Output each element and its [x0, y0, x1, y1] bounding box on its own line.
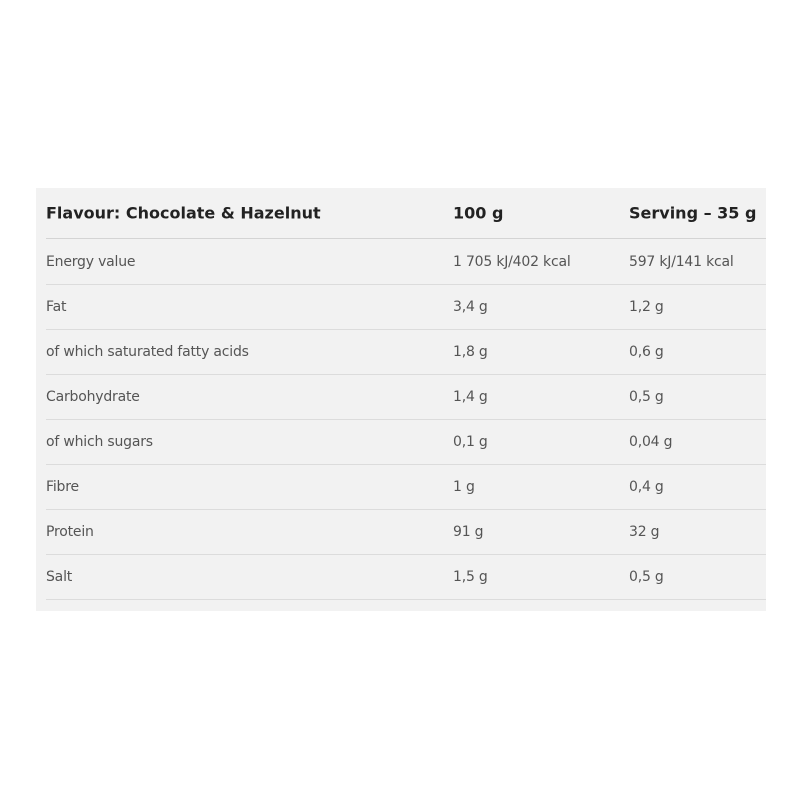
value-per-serving: 0,04 g — [629, 433, 673, 450]
table-row — [46, 464, 766, 510]
header-flavour: Flavour: Chocolate & Hazelnut — [46, 203, 321, 223]
nutrient-name: Fibre — [46, 478, 79, 495]
value-per-100g: 1 g — [453, 478, 475, 495]
nutrient-name: of which sugars — [46, 433, 153, 450]
nutrient-name: Protein — [46, 523, 94, 540]
value-per-serving: 597 kJ/141 kcal — [629, 253, 734, 270]
value-per-100g: 1,4 g — [453, 388, 488, 405]
nutrient-name: of which saturated fatty acids — [46, 343, 249, 360]
nutrient-name: Energy value — [46, 253, 136, 270]
table-row — [46, 239, 766, 285]
value-per-100g: 1 705 kJ/402 kcal — [453, 253, 571, 270]
nutrition-table — [36, 188, 766, 611]
header-per-100g: 100 g — [453, 203, 504, 223]
nutrient-name: Salt — [46, 568, 73, 585]
value-per-serving: 0,4 g — [629, 478, 664, 495]
table-row — [46, 329, 766, 375]
value-per-100g: 1,8 g — [453, 343, 488, 360]
header-serving: Serving – 35 g — [629, 203, 757, 223]
table-row — [46, 419, 766, 465]
value-per-100g: 3,4 g — [453, 298, 488, 315]
value-per-serving: 32 g — [629, 523, 660, 540]
value-per-100g: 0,1 g — [453, 433, 488, 450]
value-per-100g: 91 g — [453, 523, 484, 540]
value-per-serving: 0,5 g — [629, 568, 664, 585]
table-row — [46, 284, 766, 330]
nutrient-name: Fat — [46, 298, 67, 315]
value-per-serving: 0,6 g — [629, 343, 664, 360]
value-per-serving: 1,2 g — [629, 298, 664, 315]
table-row — [46, 509, 766, 555]
nutrient-name: Carbohydrate — [46, 388, 140, 405]
table-row — [46, 554, 766, 600]
value-per-serving: 0,5 g — [629, 388, 664, 405]
table-row — [46, 374, 766, 420]
value-per-100g: 1,5 g — [453, 568, 488, 585]
table-header — [46, 188, 766, 239]
